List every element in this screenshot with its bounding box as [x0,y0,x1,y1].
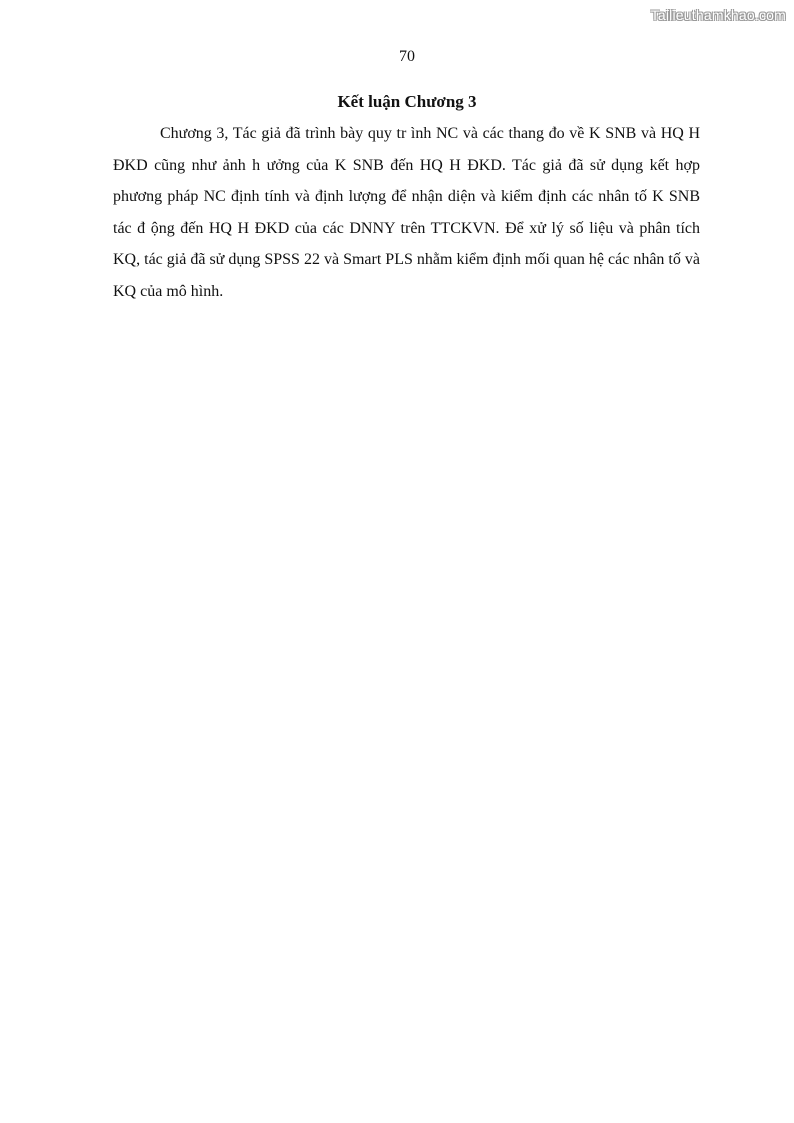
watermark: Tailieuthamkhao.com [650,7,786,23]
page-number: 70 [399,48,415,65]
body-paragraph: Chương 3, Tác giả đã trình bày quy tr ình NC và các thang đo về K SNB và HQ H ĐKD cũng như ảnh h ưởng của K SNB đến HQ H ĐKD. Tác giả đã sử dụng kết hợp phương pháp NC định tính và định lượng để nhận diện và kiểm định các nhân tố K SNB tác đ ộng đến HQ H ĐKD của các DNNY trên TTCKVN. Để xử lý số liệu và phân tích KQ, tác giả đã sử dụng SPSS 22 và Smart PLS nhằm kiểm định mối quan hệ các nhân tố và KQ của mô hình. [113,125,700,300]
chapter-title: Kết luận Chương 3 [337,92,477,111]
